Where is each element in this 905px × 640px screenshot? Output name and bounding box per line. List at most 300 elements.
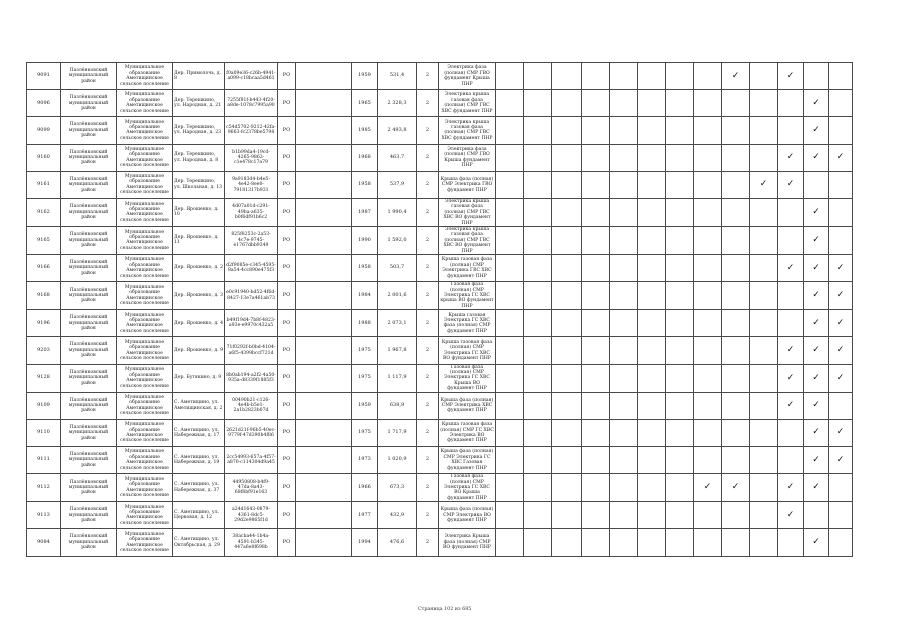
cell-work-flag	[610, 226, 638, 254]
cell-work-flag	[552, 474, 582, 502]
cell-municipal-entity: Муниципальное образование Аметищинское сельское поселение	[117, 282, 173, 310]
cell-work-flag	[750, 529, 778, 556]
cell-municipal-district: Пазлёнковский муниципальный район	[61, 171, 117, 198]
cell-area: 1 967,8	[378, 337, 417, 364]
cell-empty	[296, 419, 352, 446]
cell-object-code: c54d5702-9212-42fa-9663-fc2378be5798	[225, 117, 278, 144]
cell-work-flag	[722, 392, 750, 419]
table-row	[27, 364, 853, 392]
cell-work-flag	[582, 282, 610, 310]
cell-work-flag	[804, 419, 829, 446]
cell-object-code: a24d1643-0879-4361-8dc5-29d2e9865f1d	[225, 502, 278, 529]
cell-work-flag	[496, 226, 524, 254]
cell-work-flag	[496, 337, 524, 364]
cell-work-flag	[524, 337, 552, 364]
cell-work-flag	[496, 310, 524, 337]
cell-work-flag	[722, 255, 750, 282]
cell-object-type: РО	[278, 502, 296, 529]
cell-work-flag	[552, 117, 582, 144]
cell-work-flag	[778, 63, 804, 90]
cell-work-flag	[804, 310, 829, 337]
cell-work-flag	[582, 63, 610, 90]
cell-municipal-district: Пазлёнковский муниципальный район	[61, 529, 117, 556]
cell-year: 1975	[352, 337, 378, 364]
cell-work-flag	[694, 364, 722, 392]
cell-work-flag	[804, 226, 829, 254]
cell-object-type: РО	[278, 447, 296, 474]
cell-municipal-entity: Муниципальное образование Аметищинское сельское поселение	[117, 474, 173, 502]
cell-work-flag	[804, 502, 829, 529]
cell-work-flag	[524, 255, 552, 282]
cell-municipal-district: Пазлёнковский муниципальный район	[61, 144, 117, 171]
cell-municipal-entity: Муниципальное образование Аметищинское сельское поселение	[117, 171, 173, 198]
table-row	[27, 310, 853, 337]
cell-work-flag	[750, 117, 778, 144]
cell-work-flag	[552, 529, 582, 556]
table-row	[27, 255, 853, 282]
cell-object-type: РО	[278, 171, 296, 198]
cell-address: Дер. Терешкино, ул. Народная, д. 21	[173, 90, 225, 117]
cell-work-flag	[582, 337, 610, 364]
cell-work-flag	[666, 63, 694, 90]
cell-floors: 2	[417, 419, 439, 446]
cell-floors: 2	[417, 198, 439, 226]
cell-floors: 2	[417, 447, 439, 474]
cell-work-flag	[778, 171, 804, 198]
cell-work-flag	[496, 419, 524, 446]
cell-municipal-entity: Муниципальное образование Аметищинское сельское поселение	[117, 502, 173, 529]
cell-work-flag	[610, 90, 638, 117]
checkmark-icon: ✓	[812, 97, 820, 108]
cell-work-flag	[610, 474, 638, 502]
cell-work-flag	[829, 502, 853, 529]
cell-municipal-district: Пазлёнковский муниципальный район	[61, 419, 117, 446]
cell-record-id: 9166	[27, 255, 61, 282]
cell-year: 1975	[352, 364, 378, 392]
cell-work-flag	[610, 282, 638, 310]
cell-work-flag	[524, 364, 552, 392]
cell-work-flag	[666, 171, 694, 198]
cell-record-id: 9113	[27, 502, 61, 529]
cell-work-flag	[750, 90, 778, 117]
cell-address: С. Аметищино, ул. Аметищинская, д. 2	[173, 392, 225, 419]
cell-year: 1990	[352, 226, 378, 254]
cell-work-flag	[496, 447, 524, 474]
cell-work-flag	[666, 255, 694, 282]
cell-work-flag	[524, 144, 552, 171]
cell-floors: 2	[417, 310, 439, 337]
cell-work-flag	[610, 255, 638, 282]
cell-work-flag	[496, 502, 524, 529]
cell-work-flag	[666, 144, 694, 171]
cell-work-flag	[610, 171, 638, 198]
cell-work-flag	[582, 144, 610, 171]
cell-work-flag	[524, 90, 552, 117]
cell-address: Дер. Ярошенко, д. 4	[173, 310, 225, 337]
cell-municipal-district: Пазлёнковский муниципальный район	[61, 364, 117, 392]
cell-empty	[296, 392, 352, 419]
cell-work-flag	[666, 529, 694, 556]
cell-work-flag	[778, 447, 804, 474]
cell-object-type: РО	[278, 90, 296, 117]
cell-work-flag	[829, 310, 853, 337]
cell-work-flag	[552, 364, 582, 392]
cell-year: 1965	[352, 90, 378, 117]
cell-work-flag	[804, 474, 829, 502]
cell-work-flag	[582, 502, 610, 529]
cell-object-type: РО	[278, 282, 296, 310]
cell-work-flag	[804, 337, 829, 364]
cell-work-flag	[666, 282, 694, 310]
cell-work-flag	[496, 171, 524, 198]
cell-work-flag	[778, 310, 804, 337]
cell-work-flag	[582, 310, 610, 337]
cell-municipal-entity: Муниципальное образование Аметищинское сельское поселение	[117, 90, 173, 117]
cell-work-flag	[829, 226, 853, 254]
cell-municipal-district: Пазлёнковский муниципальный район	[61, 282, 117, 310]
cell-record-id: 9161	[27, 171, 61, 198]
cell-area: 2 001,6	[378, 282, 417, 310]
cell-floors: 2	[417, 474, 439, 502]
cell-work-flag	[722, 310, 750, 337]
cell-object-code: 9a9183d4-b4e5-4e42-8ee0-79181317b931	[225, 171, 278, 198]
cell-work-flag	[638, 63, 666, 90]
cell-work-flag	[496, 144, 524, 171]
cell-work-flag	[722, 474, 750, 502]
cell-work-flag	[582, 447, 610, 474]
cell-work-flag	[829, 447, 853, 474]
cell-year: 1975	[352, 419, 378, 446]
cell-work-flag	[666, 502, 694, 529]
cell-work-flag	[524, 474, 552, 502]
cell-work-flag	[694, 392, 722, 419]
cell-work-flag	[552, 447, 582, 474]
checkmark-icon: ✓	[786, 400, 795, 411]
cell-empty	[296, 337, 352, 364]
cell-work-flag	[829, 282, 853, 310]
cell-record-id: 9196	[27, 310, 61, 337]
cell-work-flag	[804, 198, 829, 226]
checkmark-icon: ✓	[812, 482, 820, 493]
cell-work-flag	[778, 226, 804, 254]
cell-work-flag	[552, 63, 582, 90]
cell-record-id: 9099	[27, 117, 61, 144]
cell-work-flag	[750, 392, 778, 419]
cell-floors: 2	[417, 63, 439, 90]
cell-work-flag	[552, 502, 582, 529]
checkmark-icon: ✓	[812, 537, 820, 547]
checkmark-icon: ✓	[836, 290, 845, 301]
cell-work-flag	[610, 337, 638, 364]
table-row	[27, 63, 853, 90]
cell-municipal-district: Пазлёнковский муниципальный район	[61, 474, 117, 502]
cell-work-flag	[610, 117, 638, 144]
checkmark-icon: ✓	[812, 124, 820, 135]
cell-work-flag	[750, 337, 778, 364]
checkmark-icon: ✓	[786, 179, 795, 190]
cell-address: Дер. Ярошенко, д. 9	[173, 337, 225, 364]
cell-work-flag	[638, 310, 666, 337]
cell-work-flag	[610, 63, 638, 90]
cell-object-code: 2cc54993-657a-4f57-a870-c114304d9a45	[225, 447, 278, 474]
cell-object-code: 71f0292f-b0bd-4104-a6f5-4399bccf721d	[225, 337, 278, 364]
cell-work-flag	[694, 226, 722, 254]
cell-address: С. Аметищино, ул. Набережная, д. 37	[173, 474, 225, 502]
cell-work-flag	[804, 117, 829, 144]
checkmark-icon: ✓	[703, 482, 712, 493]
cell-work-flag	[694, 198, 722, 226]
cell-work-flag	[610, 392, 638, 419]
checkmark-icon: ✓	[812, 400, 820, 411]
cell-work-types: Электрика крыша газовая фаза (полная) СМР ГВС ХВС ВО фундамент ПНР	[439, 198, 496, 226]
cell-municipal-entity: Муниципальное образование Аметищинское сельское поселение	[117, 63, 173, 90]
cell-work-flag	[722, 447, 750, 474]
checkmark-icon: ✓	[759, 179, 768, 190]
cell-address: С. Аметищино, ул. Церковая, д. 12	[173, 502, 225, 529]
cell-work-flag	[722, 198, 750, 226]
cell-work-flag	[552, 171, 582, 198]
cell-empty	[296, 255, 352, 282]
cell-floors: 2	[417, 364, 439, 392]
cell-object-code: 825f8253c-2a53-4c7e-9745-e1767dbb9349	[225, 226, 278, 254]
cell-work-flag	[778, 474, 804, 502]
cell-work-flag	[524, 502, 552, 529]
cell-work-flag	[552, 198, 582, 226]
cell-area: 1 592,0	[378, 226, 417, 254]
cell-address: С. Аметищино, ул. Набережная, д. 17	[173, 419, 225, 446]
checkmark-icon: ✓	[836, 372, 845, 383]
cell-object-type: РО	[278, 310, 296, 337]
cell-work-flag	[610, 198, 638, 226]
cell-address: Дер. Ярошенко, д. 11	[173, 226, 225, 254]
cell-area: 1 117,9	[378, 364, 417, 392]
cell-object-code: 2621d21f-96b5-40ec-9779f-47d390b4f86	[225, 419, 278, 446]
cell-record-id: 9096	[27, 90, 61, 117]
checkmark-icon: ✓	[786, 152, 795, 163]
cell-work-flag	[552, 282, 582, 310]
cell-work-flag	[694, 337, 722, 364]
cell-work-flag	[524, 63, 552, 90]
cell-work-flag	[722, 226, 750, 254]
cell-year: 1987	[352, 198, 378, 226]
cell-work-flag	[496, 364, 524, 392]
cell-work-flag	[610, 502, 638, 529]
cell-floors: 2	[417, 255, 439, 282]
cell-area: 2 493,8	[378, 117, 417, 144]
cell-work-flag	[778, 144, 804, 171]
cell-municipal-district: Пазлёнковский муниципальный район	[61, 90, 117, 117]
cell-work-flag	[694, 171, 722, 198]
cell-work-flag	[610, 310, 638, 337]
cell-work-flag	[804, 90, 829, 117]
cell-municipal-district: Пазлёнковский муниципальный район	[61, 310, 117, 337]
cell-work-flag	[694, 502, 722, 529]
cell-empty	[296, 144, 352, 171]
cell-work-flag	[638, 392, 666, 419]
checkmark-icon: ✓	[836, 454, 845, 465]
cell-work-flag	[524, 419, 552, 446]
cell-municipal-district: Пазлёнковский муниципальный район	[61, 447, 117, 474]
cell-work-types: Крыша фаза (полная) СМР Электрика ГВО фундамент ПНР	[439, 171, 496, 198]
cell-work-flag	[524, 282, 552, 310]
cell-work-flag	[638, 502, 666, 529]
cell-work-types: Газовая фаза (полная) СМР Электрика ГС ХВС Крыша ВО фундамент ПНР	[439, 364, 496, 392]
cell-area: 503,7	[378, 255, 417, 282]
cell-work-flag	[666, 419, 694, 446]
cell-record-id: 9091	[27, 63, 61, 90]
checkmark-icon: ✓	[812, 372, 820, 383]
cell-work-flag	[694, 117, 722, 144]
checkmark-icon: ✓	[812, 454, 820, 465]
cell-work-flag	[524, 226, 552, 254]
cell-work-flag	[552, 419, 582, 446]
cell-work-types: Газовая фаза (полная) СМР Электрика ГС ХВС ВО Крыша фундамент ПНР	[439, 474, 496, 502]
checkmark-icon: ✓	[812, 262, 820, 273]
cell-object-type: РО	[278, 392, 296, 419]
checkmark-icon: ✓	[812, 234, 820, 245]
table-row	[27, 502, 853, 529]
cell-work-flag	[552, 310, 582, 337]
cell-work-flag	[778, 255, 804, 282]
cell-work-flag	[694, 474, 722, 502]
cell-work-flag	[694, 529, 722, 556]
cell-work-flag	[638, 255, 666, 282]
cell-object-code: 7255f81f-b443-4f20-a8de-1078c7995a90	[225, 90, 278, 117]
cell-work-flag	[778, 282, 804, 310]
cell-work-flag	[638, 447, 666, 474]
cell-work-types: Электрика фаза (полная) СМР ГВО фундамент Крыша ПНР	[439, 63, 496, 90]
cell-work-types: Крыша газовая фаза (полная) СМР Электрика ГС ХВС ВО фундамент ПНР	[439, 337, 496, 364]
checkmark-icon: ✓	[836, 427, 845, 438]
cell-work-flag	[582, 255, 610, 282]
cell-work-flag	[638, 144, 666, 171]
cell-work-flag	[610, 144, 638, 171]
cell-object-type: РО	[278, 117, 296, 144]
cell-record-id: 9110	[27, 419, 61, 446]
cell-year: 1958	[352, 171, 378, 198]
cell-municipal-district: Пазлёнковский муниципальный район	[61, 117, 117, 144]
cell-work-flag	[829, 474, 853, 502]
cell-empty	[296, 226, 352, 254]
cell-work-flag	[722, 90, 750, 117]
cell-empty	[296, 364, 352, 392]
cell-record-id: 9084	[27, 529, 61, 556]
cell-area: 673,3	[378, 474, 417, 502]
cell-work-flag	[582, 419, 610, 446]
cell-work-flag	[582, 529, 610, 556]
cell-work-flag	[496, 282, 524, 310]
checkmark-icon: ✓	[786, 70, 795, 81]
page-footer: Страница 102 из 685	[418, 607, 472, 612]
cell-floors: 2	[417, 171, 439, 198]
cell-municipal-district: Пазлёнковский муниципальный район	[61, 63, 117, 90]
cell-floors: 2	[417, 337, 439, 364]
cell-work-flag	[666, 90, 694, 117]
cell-object-code: 4d07a01d-c291-49ba-a635-b0f6df91b6c2	[225, 198, 278, 226]
table-row	[27, 474, 853, 502]
cell-work-flag	[804, 63, 829, 90]
cell-work-flag	[722, 63, 750, 90]
cell-work-flag	[694, 419, 722, 446]
cell-empty	[296, 117, 352, 144]
cell-address: Дер. Терешкино, ул. Народная, д. 8	[173, 144, 225, 171]
cell-object-type: РО	[278, 226, 296, 254]
cell-work-flag	[638, 529, 666, 556]
checkmark-icon: ✓	[786, 372, 795, 383]
cell-work-flag	[638, 198, 666, 226]
register-page	[26, 62, 853, 557]
cell-object-type: РО	[278, 198, 296, 226]
cell-floors: 2	[417, 502, 439, 529]
cell-work-flag	[829, 171, 853, 198]
cell-work-flag	[829, 529, 853, 556]
cell-work-flag	[666, 198, 694, 226]
cell-area: 531,4	[378, 63, 417, 90]
cell-address: Дер. Терешкино, ул. Народная, д. 23	[173, 117, 225, 144]
cell-area: 463,7	[378, 144, 417, 171]
cell-floors: 2	[417, 144, 439, 171]
cell-work-flag	[694, 90, 722, 117]
cell-work-flag	[552, 337, 582, 364]
cell-year: 1959	[352, 63, 378, 90]
cell-municipal-entity: Муниципальное образование Аметищинское сельское поселение	[117, 144, 173, 171]
cell-object-type: РО	[278, 474, 296, 502]
cell-work-flag	[778, 90, 804, 117]
cell-object-code: b49f19d4-7b8f-4823-a93e-e9970c432a5	[225, 310, 278, 337]
cell-area: 432,9	[378, 502, 417, 529]
cell-work-flag	[829, 198, 853, 226]
cell-work-flag	[552, 226, 582, 254]
cell-work-flag	[778, 419, 804, 446]
cell-work-flag	[610, 529, 638, 556]
cell-record-id: 9160	[27, 144, 61, 171]
checkmark-icon: ✓	[731, 70, 740, 81]
cell-empty	[296, 198, 352, 226]
cell-work-flag	[804, 447, 829, 474]
cell-work-flag	[722, 171, 750, 198]
cell-work-flag	[496, 392, 524, 419]
cell-work-flag	[666, 117, 694, 144]
cell-work-types: Крыша газовая фаза (полная) СМР ГС ХВС Электрика ВО фундамент ПНР	[439, 419, 496, 446]
checkmark-icon: ✓	[836, 262, 845, 273]
cell-municipal-district: Пазлёнковский муниципальный район	[61, 337, 117, 364]
cell-work-flag	[552, 255, 582, 282]
cell-work-flag	[750, 226, 778, 254]
table-row	[27, 117, 853, 144]
cell-floors: 2	[417, 117, 439, 144]
cell-work-flag	[750, 310, 778, 337]
cell-year: 1977	[352, 502, 378, 529]
cell-work-flag	[524, 171, 552, 198]
cell-work-flag	[496, 255, 524, 282]
cell-work-flag	[694, 310, 722, 337]
cell-empty	[296, 63, 352, 90]
table-row	[27, 392, 853, 419]
checkmark-icon: ✓	[812, 290, 820, 301]
checkmark-icon: ✓	[812, 345, 820, 355]
cell-object-code: 38acba44-1b4a-4591-b345-447a6e8f698b	[225, 529, 278, 556]
building-register-table	[26, 62, 853, 557]
cell-work-flag	[524, 447, 552, 474]
cell-work-flag	[694, 282, 722, 310]
cell-year: 1988	[352, 310, 378, 337]
checkmark-icon: ✓	[812, 206, 820, 217]
cell-work-flag	[829, 117, 853, 144]
cell-record-id: 9112	[27, 474, 61, 502]
cell-work-flag	[582, 198, 610, 226]
cell-work-flag	[582, 474, 610, 502]
cell-area: 1 020,9	[378, 447, 417, 474]
